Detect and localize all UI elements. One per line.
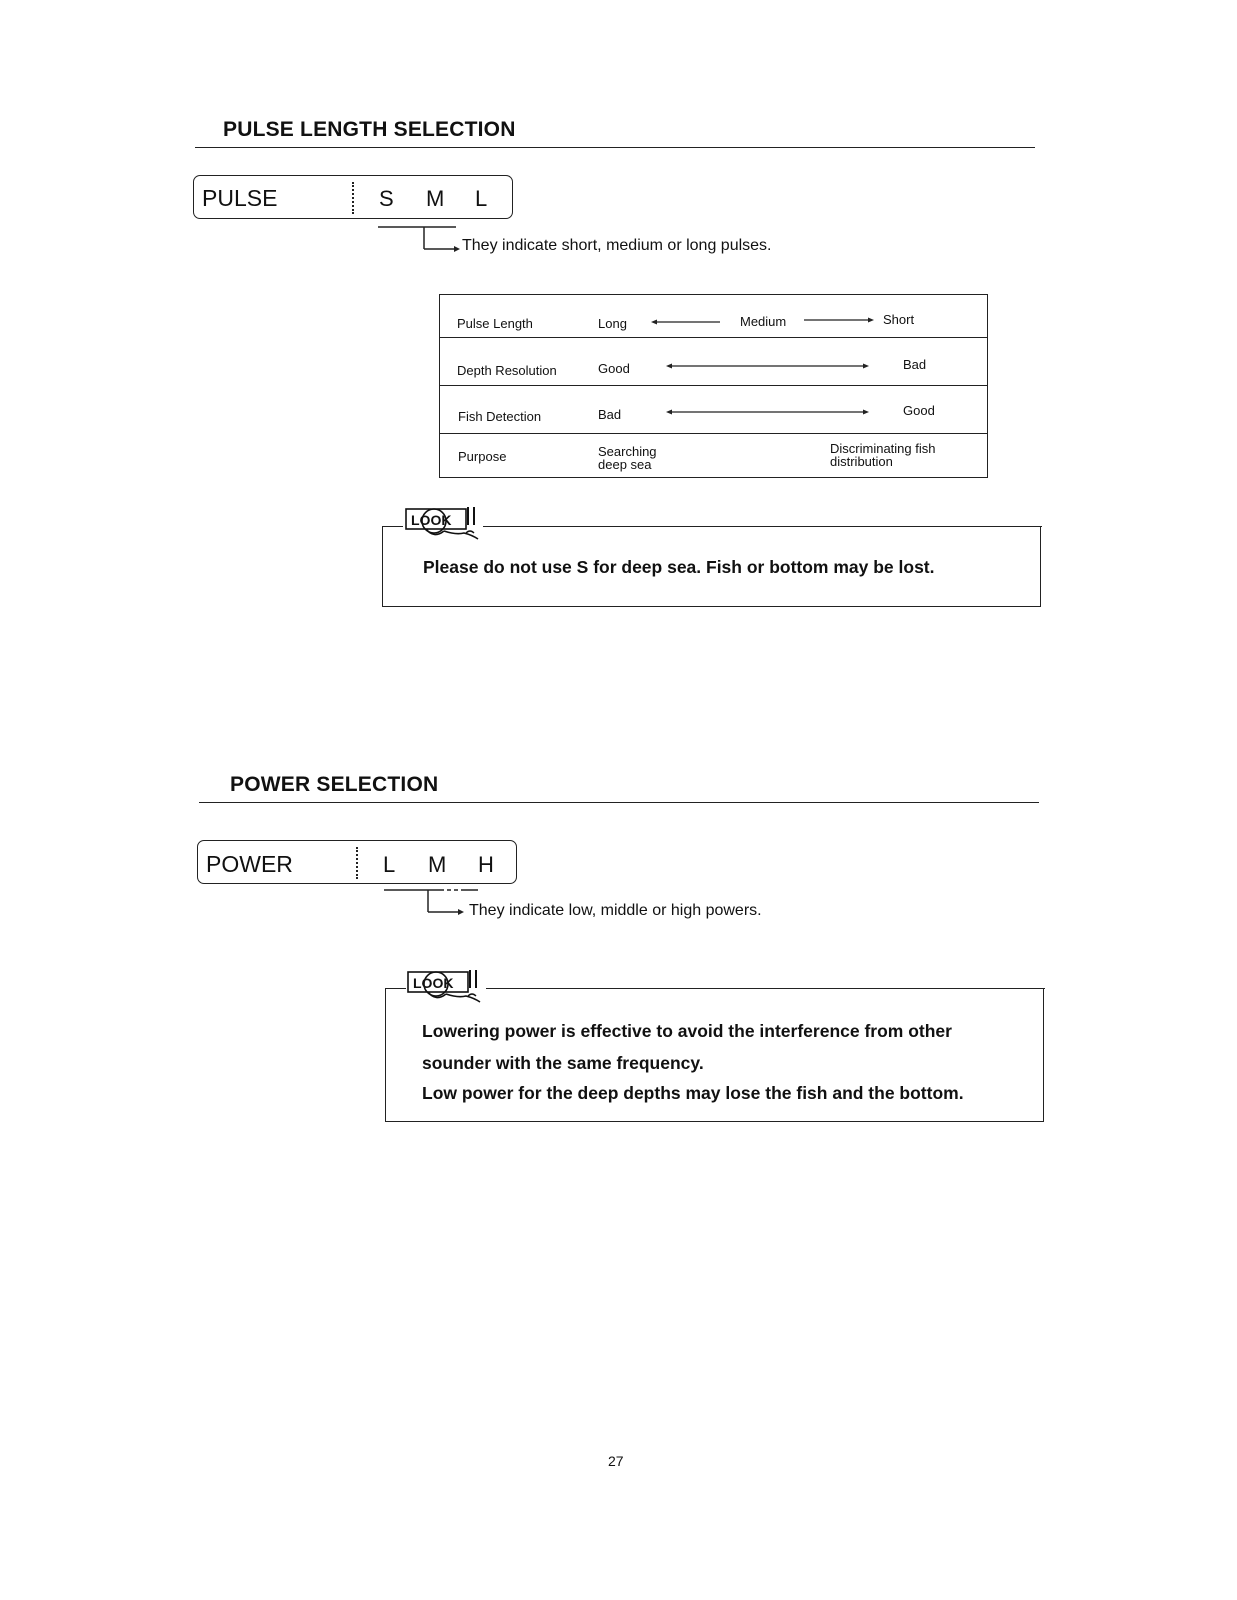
power-note-text: They indicate low, middle or high powers.: [469, 902, 762, 919]
look-mascot-icon: [406, 966, 484, 1008]
pulse-comparison-table: [439, 294, 988, 478]
pulse-menu-label: PULSE: [202, 185, 278, 211]
look-border-top-right: [483, 526, 1042, 527]
arrow-both-icon: [665, 359, 870, 373]
table-cell-left: Searching deep sea: [598, 444, 657, 472]
svg-text:LOOK: LOOK: [413, 975, 454, 991]
table-cell-left: Bad: [598, 407, 622, 422]
pulse-look-text: Please do not use S for deep sea. Fish or bottom may be lost.: [423, 557, 935, 577]
pulse-note-text: They indicate short, medium or long pulses.: [462, 237, 772, 254]
power-option-l: L: [383, 852, 396, 877]
arrow-both-icon: [665, 405, 870, 419]
table-row-label: Pulse Length: [457, 316, 533, 331]
arrow-left-icon: [650, 315, 725, 329]
power-look-line-1: Lowering power is effective to avoid the interference from other: [422, 1021, 952, 1041]
pulse-section-title: PULSE LENGTH SELECTION: [223, 118, 516, 141]
power-look-line-2: sounder with the same frequency.: [422, 1053, 704, 1073]
table-row-label: Purpose: [458, 449, 507, 464]
table-row-label: Fish Detection: [458, 409, 542, 424]
pulse-option-m: M: [426, 186, 445, 211]
pulse-menu-separator: [352, 182, 354, 214]
pulse-option-s: S: [379, 186, 394, 211]
pulse-menu-box: [193, 175, 513, 219]
power-menu-separator: [356, 847, 358, 879]
table-cell-left: Long: [598, 316, 627, 331]
power-option-h: H: [478, 852, 494, 877]
table-divider: [440, 433, 987, 434]
svg-text:LOOK: LOOK: [411, 512, 452, 528]
power-look-line-3: Low power for the deep depths may lose the fish and the bottom.: [422, 1083, 964, 1103]
table-cell-right: Good: [903, 403, 935, 418]
pulse-title-rule: [195, 147, 1035, 148]
table-divider: [440, 337, 987, 338]
table-cell-mid: Medium: [740, 314, 787, 329]
arrow-right-icon: [802, 313, 877, 327]
table-row-label: Depth Resolution: [457, 363, 557, 378]
table-divider: [440, 385, 987, 386]
table-cell-right: Bad: [903, 357, 927, 372]
power-title-rule: [199, 802, 1039, 803]
table-cell-right: Short: [883, 312, 915, 327]
table-cell-right: Discriminating fish distribution: [830, 441, 936, 469]
power-section-title: POWER SELECTION: [230, 773, 439, 796]
power-menu-box: [197, 840, 517, 884]
look-border-top-left: [383, 526, 403, 527]
power-note-pointer-icon: [378, 885, 478, 921]
power-menu-label: POWER: [206, 851, 293, 877]
table-cell-left: Good: [598, 361, 630, 376]
power-look-note: [385, 988, 1044, 1122]
page-number: 27: [608, 1453, 624, 1469]
power-option-m: M: [428, 852, 447, 877]
pulse-note-pointer-icon: [370, 222, 470, 258]
pulse-option-l: L: [475, 186, 488, 211]
look-border-top-left: [386, 988, 406, 989]
look-mascot-icon: [404, 503, 482, 545]
look-border-top-right: [486, 988, 1045, 989]
